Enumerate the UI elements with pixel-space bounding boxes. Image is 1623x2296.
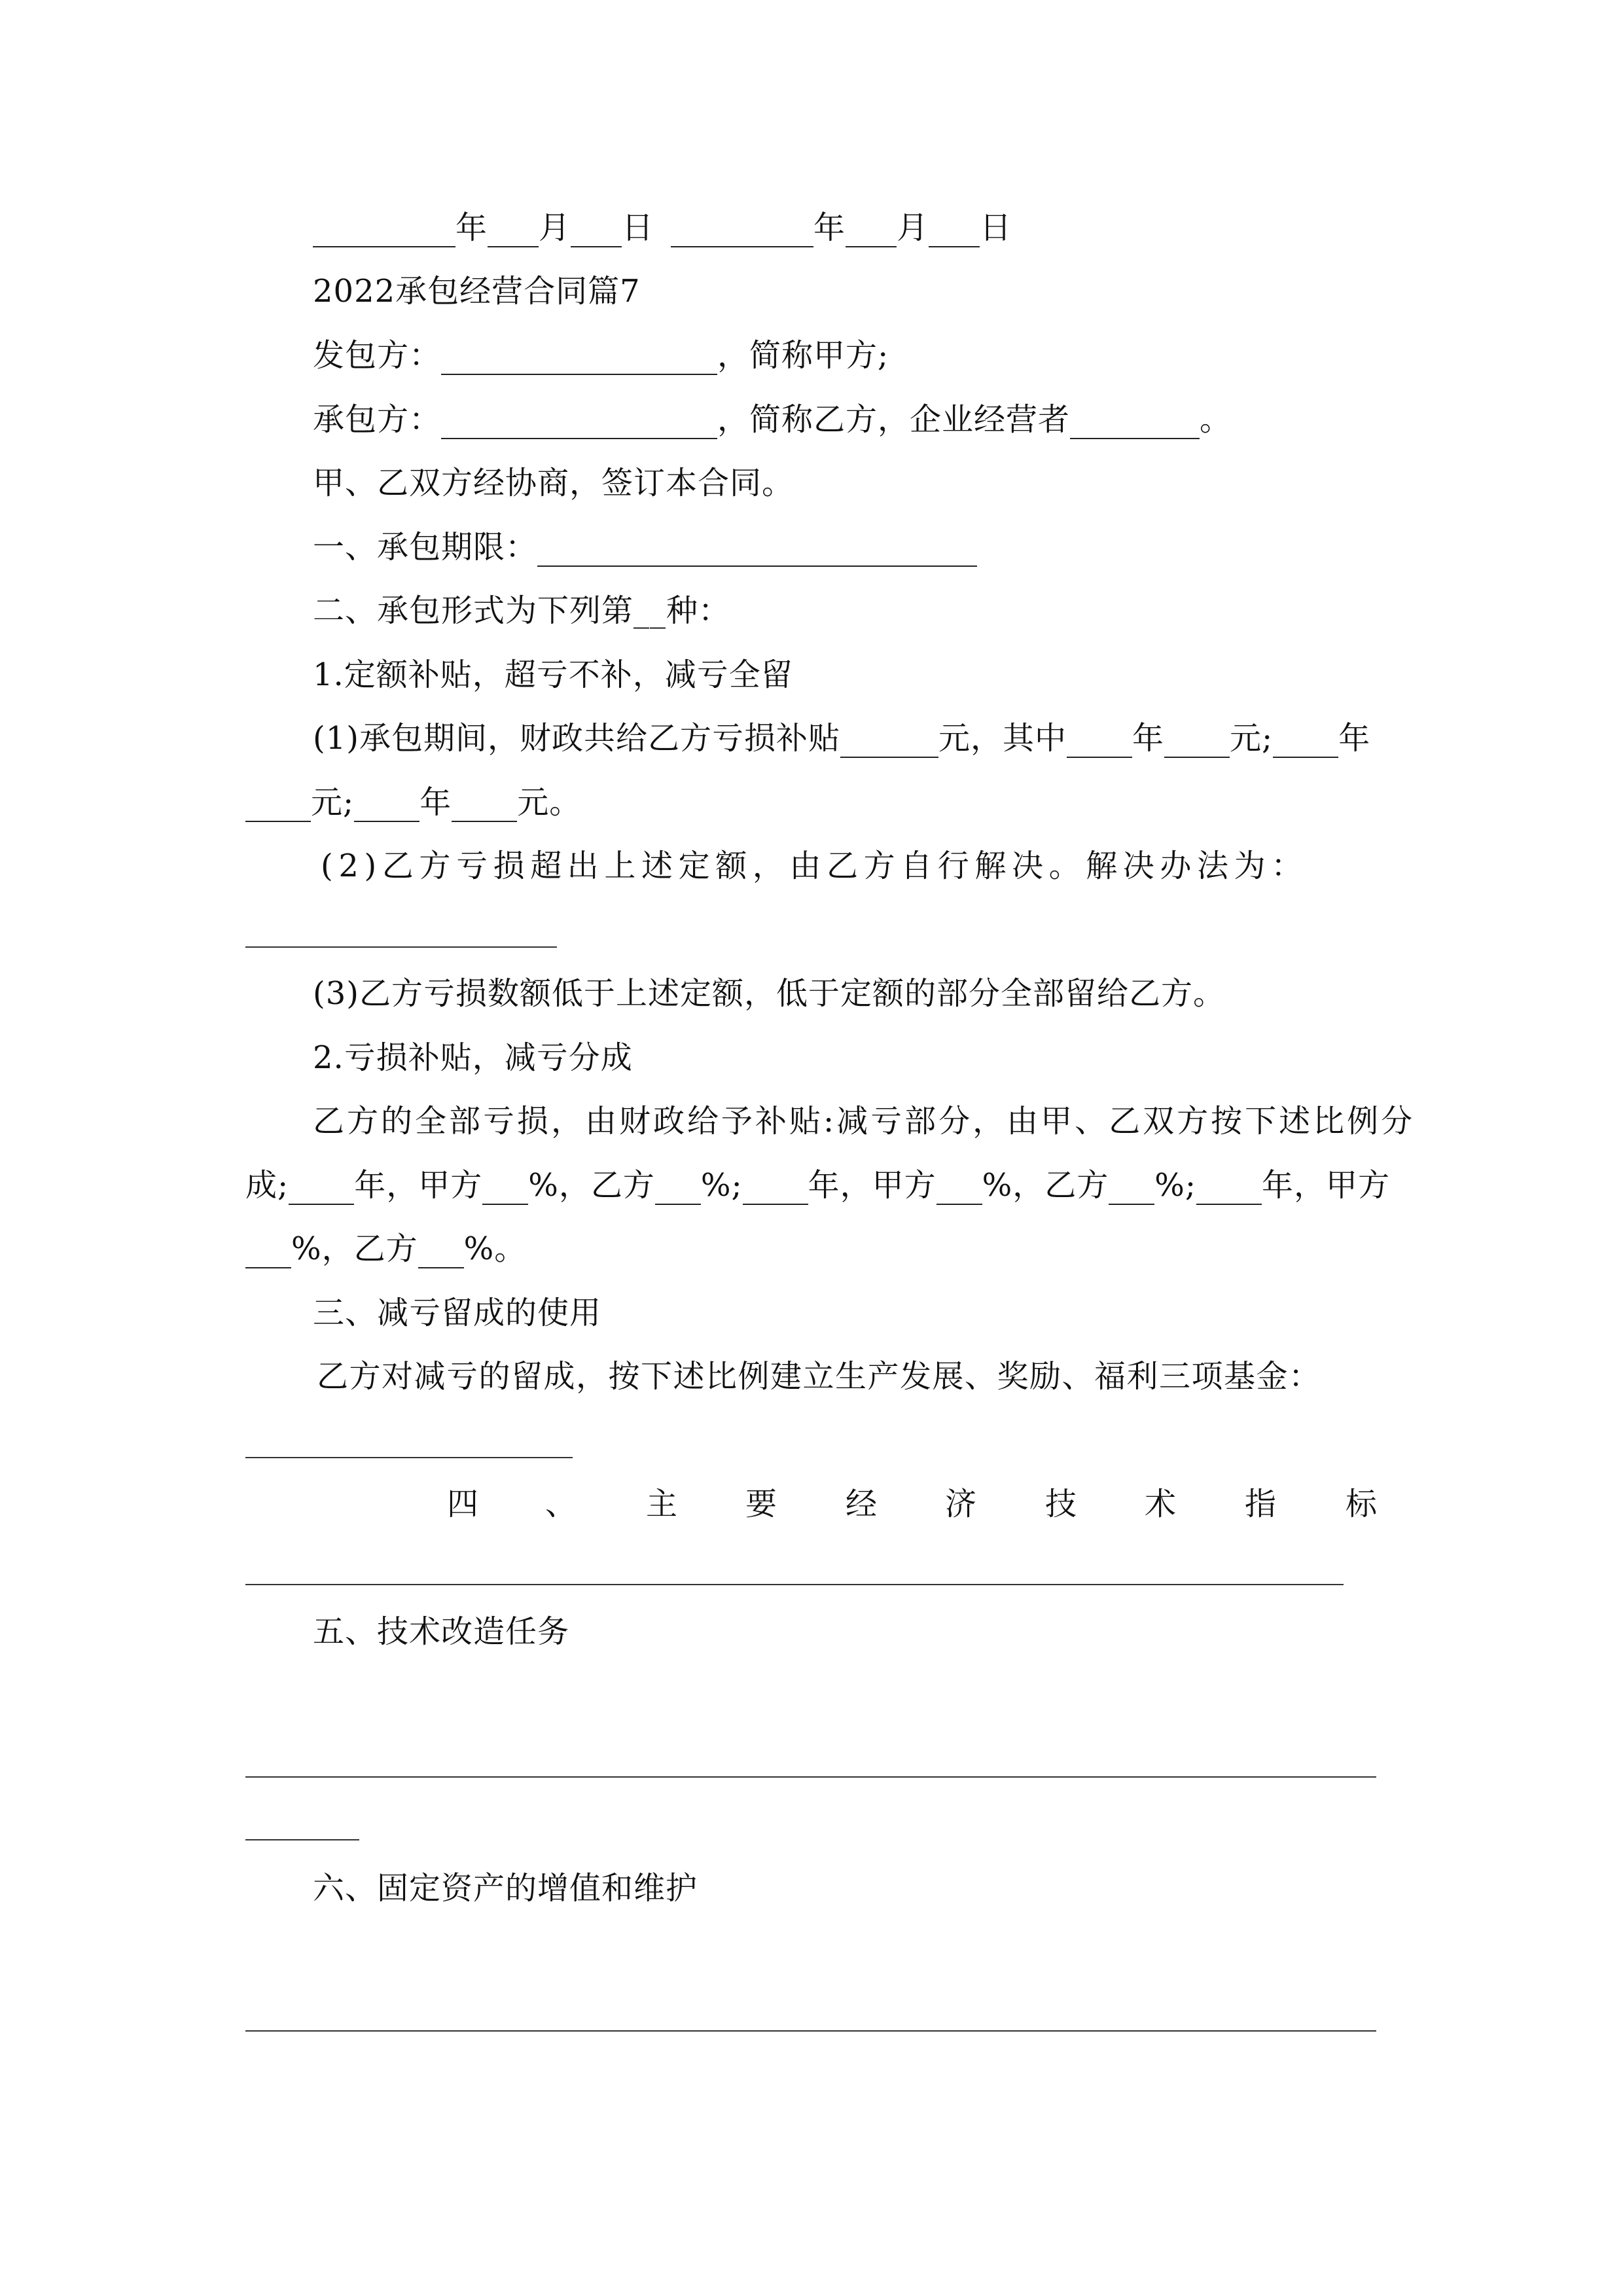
day-label-2: 日	[980, 209, 1012, 246]
subsidy-amount-blank[interactable]	[1164, 724, 1230, 758]
term-line	[313, 528, 977, 567]
subsidy-year-blank[interactable]	[1067, 724, 1132, 758]
ratio-year-blank-2[interactable]	[743, 1171, 808, 1205]
form-1-heading: 1.定额补贴，超亏不补，减亏全留	[313, 656, 793, 693]
party-b-suffix: ，简称乙方，企业经营者	[717, 401, 1071, 438]
ratio-clause-line-1: 乙方的全部亏损，由财政给予补贴:减亏部分，由甲、乙双方按下述比例分	[313, 1103, 1416, 1139]
indicator-heading-char: 要	[745, 1486, 777, 1522]
term-blank[interactable]	[537, 533, 977, 567]
tech-upgrade-blank[interactable]	[245, 1776, 1376, 1778]
intro-text: 甲、乙双方经协商，签订本合同。	[313, 465, 794, 501]
indicator-heading-char: 、	[545, 1486, 577, 1522]
ratio-clause-line-3	[245, 1229, 526, 1268]
subsidy-text-2: 元，其中	[938, 720, 1067, 757]
year-label: 年	[1132, 720, 1165, 757]
operator-blank[interactable]	[1070, 405, 1200, 439]
year-label: 年	[419, 784, 452, 821]
form-2-heading: 2.亏损补贴，减亏分成	[313, 1039, 633, 1076]
ratio-year-blank[interactable]	[289, 1171, 354, 1205]
party-a-pct-blank[interactable]	[482, 1171, 528, 1205]
month-label-2: 月	[897, 209, 929, 246]
ratio-text: %;	[1154, 1167, 1197, 1204]
month-label: 月	[539, 209, 571, 246]
section-heading: 2022承包经营合同篇7	[313, 273, 641, 310]
fixed-assets-heading: 六、固定资产的增值和维护	[313, 1870, 698, 1907]
contract-form-heading: 二、承包形式为下列第__种：	[313, 592, 731, 629]
yuan-label: 元。	[517, 784, 582, 821]
party-a-suffix: ，简称甲方;	[717, 337, 889, 374]
retention-text: 乙方对减亏的留成，按下述比例建立生产发展、奖励、福利三项基金：	[317, 1358, 1321, 1395]
ratio-text: 年，甲方	[354, 1167, 483, 1204]
party-a-label: 发包方：	[313, 337, 442, 374]
ratio-year-blank-3[interactable]	[1196, 1171, 1262, 1205]
indicator-blank[interactable]	[245, 1584, 1344, 1585]
subsidy-text: (1)承包期间，财政共给乙方亏损补贴	[313, 720, 840, 757]
ratio-clause-line-2	[245, 1166, 1390, 1205]
subsidy-total-blank[interactable]	[840, 724, 938, 758]
ratio-text: %，乙方	[982, 1167, 1109, 1204]
party-a-line	[313, 336, 889, 375]
party-b-pct-blank-3[interactable]	[418, 1234, 464, 1268]
retention-heading: 三、减亏留成的使用	[313, 1295, 602, 1331]
ratio-text: %，乙方	[528, 1167, 655, 1204]
ratio-text: %，乙方	[291, 1230, 418, 1267]
year-blank-2[interactable]	[671, 213, 813, 247]
party-a-pct-blank-2[interactable]	[936, 1171, 982, 1205]
indicator-heading-char: 术	[1145, 1486, 1177, 1522]
solution-blank[interactable]	[245, 946, 557, 948]
day-label: 日	[622, 209, 654, 246]
subsidy-amount-blank-2[interactable]	[245, 788, 311, 822]
excess-loss-clause: (2)乙方亏损超出上述定额，由乙方自行解决。解决办法为：	[321, 848, 1308, 884]
party-a-pct-blank-3[interactable]	[245, 1234, 291, 1268]
ratio-text: 成;	[245, 1167, 289, 1204]
party-b-label: 承包方：	[313, 401, 442, 438]
term-label: 一、承包期限：	[313, 529, 538, 565]
day-blank-2[interactable]	[929, 213, 980, 247]
indicator-heading-char: 指	[1245, 1486, 1277, 1522]
subsidy-amount-blank-3[interactable]	[452, 788, 517, 822]
day-blank[interactable]	[571, 213, 622, 247]
month-blank[interactable]	[488, 213, 539, 247]
year-blank[interactable]	[313, 213, 455, 247]
party-b-pct-blank[interactable]	[655, 1171, 701, 1205]
yuan-label: 元;	[1230, 720, 1274, 757]
indicator-heading-char: 技	[1045, 1486, 1077, 1522]
party-a-blank[interactable]	[441, 341, 717, 375]
party-b-pct-blank-2[interactable]	[1109, 1171, 1154, 1205]
ratio-text: %;	[700, 1167, 743, 1204]
tech-upgrade-heading: 五、技术改造任务	[313, 1613, 570, 1650]
signature-date-line	[313, 208, 1012, 247]
subsidy-clause-line-1	[313, 719, 1370, 758]
subsidy-year-blank-2[interactable]	[1273, 724, 1338, 758]
year-label: 年	[1338, 720, 1371, 757]
yuan-label: 元;	[311, 784, 355, 821]
party-b-blank[interactable]	[441, 405, 717, 439]
ratio-text: 年，甲方	[1262, 1167, 1391, 1204]
subsidy-clause-line-2	[245, 783, 581, 822]
indicator-heading-char: 标	[1346, 1486, 1378, 1522]
ratio-text: 年，甲方	[808, 1167, 936, 1204]
party-b-end: 。	[1200, 401, 1232, 438]
year-label: 年	[455, 209, 488, 246]
indicator-heading-char: 济	[945, 1486, 977, 1522]
subsidy-year-blank-3[interactable]	[354, 788, 419, 822]
indicator-heading-char: 经	[846, 1486, 878, 1522]
fund-ratio-blank[interactable]	[245, 1457, 573, 1458]
tech-upgrade-blank-2[interactable]	[245, 1839, 359, 1840]
month-blank-2[interactable]	[846, 213, 897, 247]
indicator-heading-char: 主	[646, 1486, 678, 1522]
party-b-line	[313, 400, 1232, 439]
ratio-text: %。	[463, 1230, 527, 1267]
lower-loss-clause: (3)乙方亏损数额低于上述定额，低于定额的部分全部留给乙方。	[313, 975, 1225, 1012]
year-label-2: 年	[813, 209, 846, 246]
indicator-heading-char: 四	[447, 1486, 479, 1522]
fixed-assets-blank[interactable]	[245, 2030, 1376, 2032]
